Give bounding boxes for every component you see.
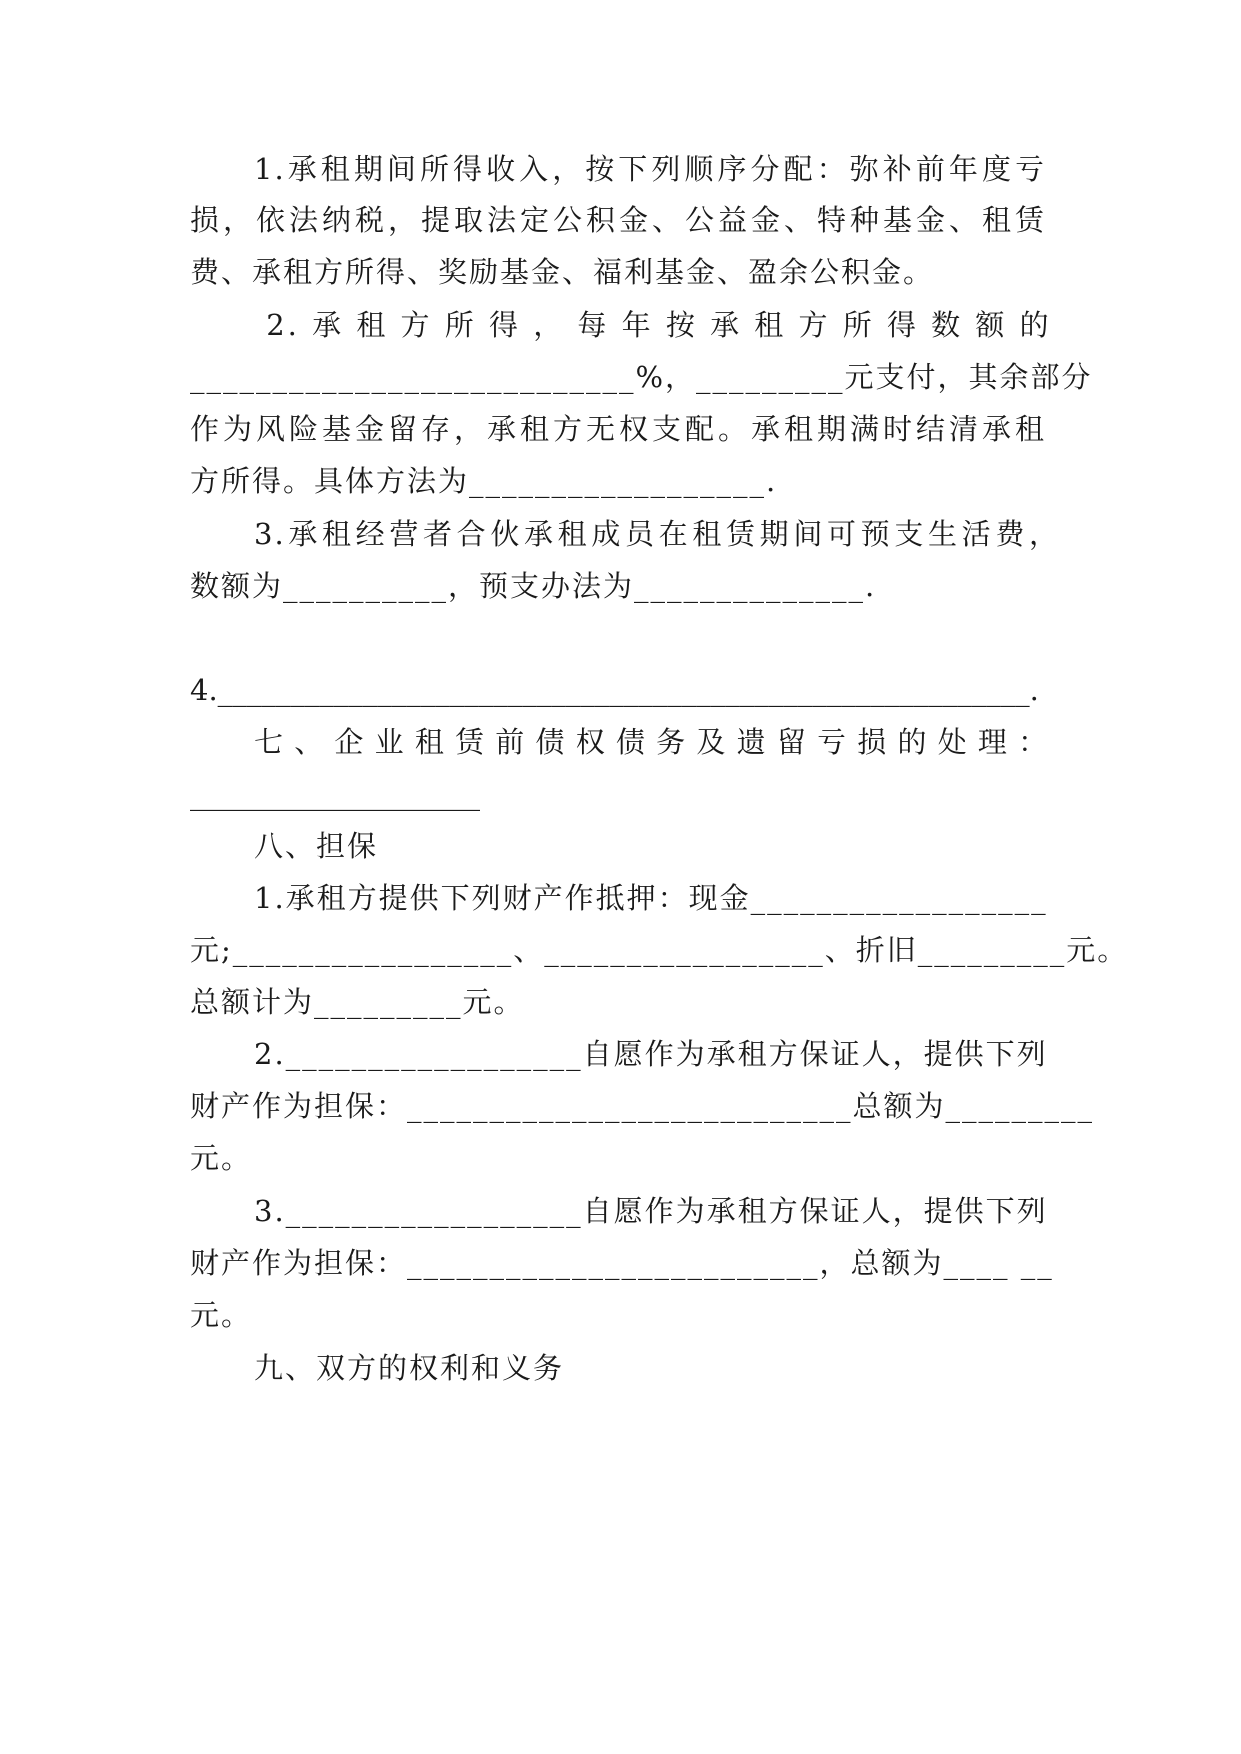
clause-6-2-line-3: 作为风险基金留存，承租方无权支配。承租期满时结清承租: [190, 412, 1046, 446]
clause-8-3-line-1: 3.__________________自愿作为承租方保证人，提供下列: [254, 1194, 1048, 1228]
section-8-heading: 八、担保: [254, 829, 379, 863]
clause-8-2-line-3: 元。: [190, 1141, 253, 1175]
clause-6-1-line-3: 费、承租方所得、奖励基金、福利基金、盈余公积金。: [190, 255, 935, 289]
clause-8-2-line-2: 财产作为担保：___________________________总额为_________: [190, 1089, 1095, 1123]
section-7-heading: 七 、 企 业 租 赁 前 债 权 债 务 及 遗 留 亏 损 的 处 理 ：: [254, 725, 1049, 759]
clause-8-1-line-2: 元;_________________、_________________、折旧_________元。: [190, 933, 1129, 967]
clause-6-1-line-2: 损，依法纳税，提取法定公积金、公益金、特种基金、租赁: [190, 203, 1046, 237]
clause-6-2-line-1: 2. 承 租 方 所 得 ， 每 年 按 承 租 方 所 得 数 额 的: [254, 308, 1052, 342]
section-9-heading: 九、双方的权利和义务: [254, 1351, 565, 1385]
clause-8-2-line-1: 2.__________________自愿作为承租方保证人，提供下列: [254, 1037, 1048, 1071]
clause-8-3-line-3: 元。: [190, 1298, 253, 1332]
clause-8-1-line-1: 1.承租方提供下列财产作抵押：现金__________________: [254, 881, 1048, 915]
clause-6-1-line-1: 1.承租期间所得收入，按下列顺序分配：弥补前年度亏: [254, 152, 1046, 186]
clause-8-3-line-2: 财产作为担保：_________________________，总额为____ __: [190, 1246, 1054, 1280]
clause-6-2-line-2: ___________________________%，_________元支付，其余部分: [190, 360, 1093, 394]
clause-6-3-line-1: 3.承租经营者合伙承租成员在租赁期间可预支生活费，: [254, 517, 1060, 551]
clause-6-2-line-4: 方所得。具体方法为__________________.: [190, 464, 778, 498]
section-7-blank: ____________________: [190, 777, 480, 811]
clause-8-1-line-3: 总额计为_________元。: [190, 985, 525, 1019]
clause-6-3-line-2: 数额为__________，预支办法为______________.: [190, 569, 877, 603]
clause-6-4-line: 4.________________________________________________________.: [190, 673, 1039, 707]
